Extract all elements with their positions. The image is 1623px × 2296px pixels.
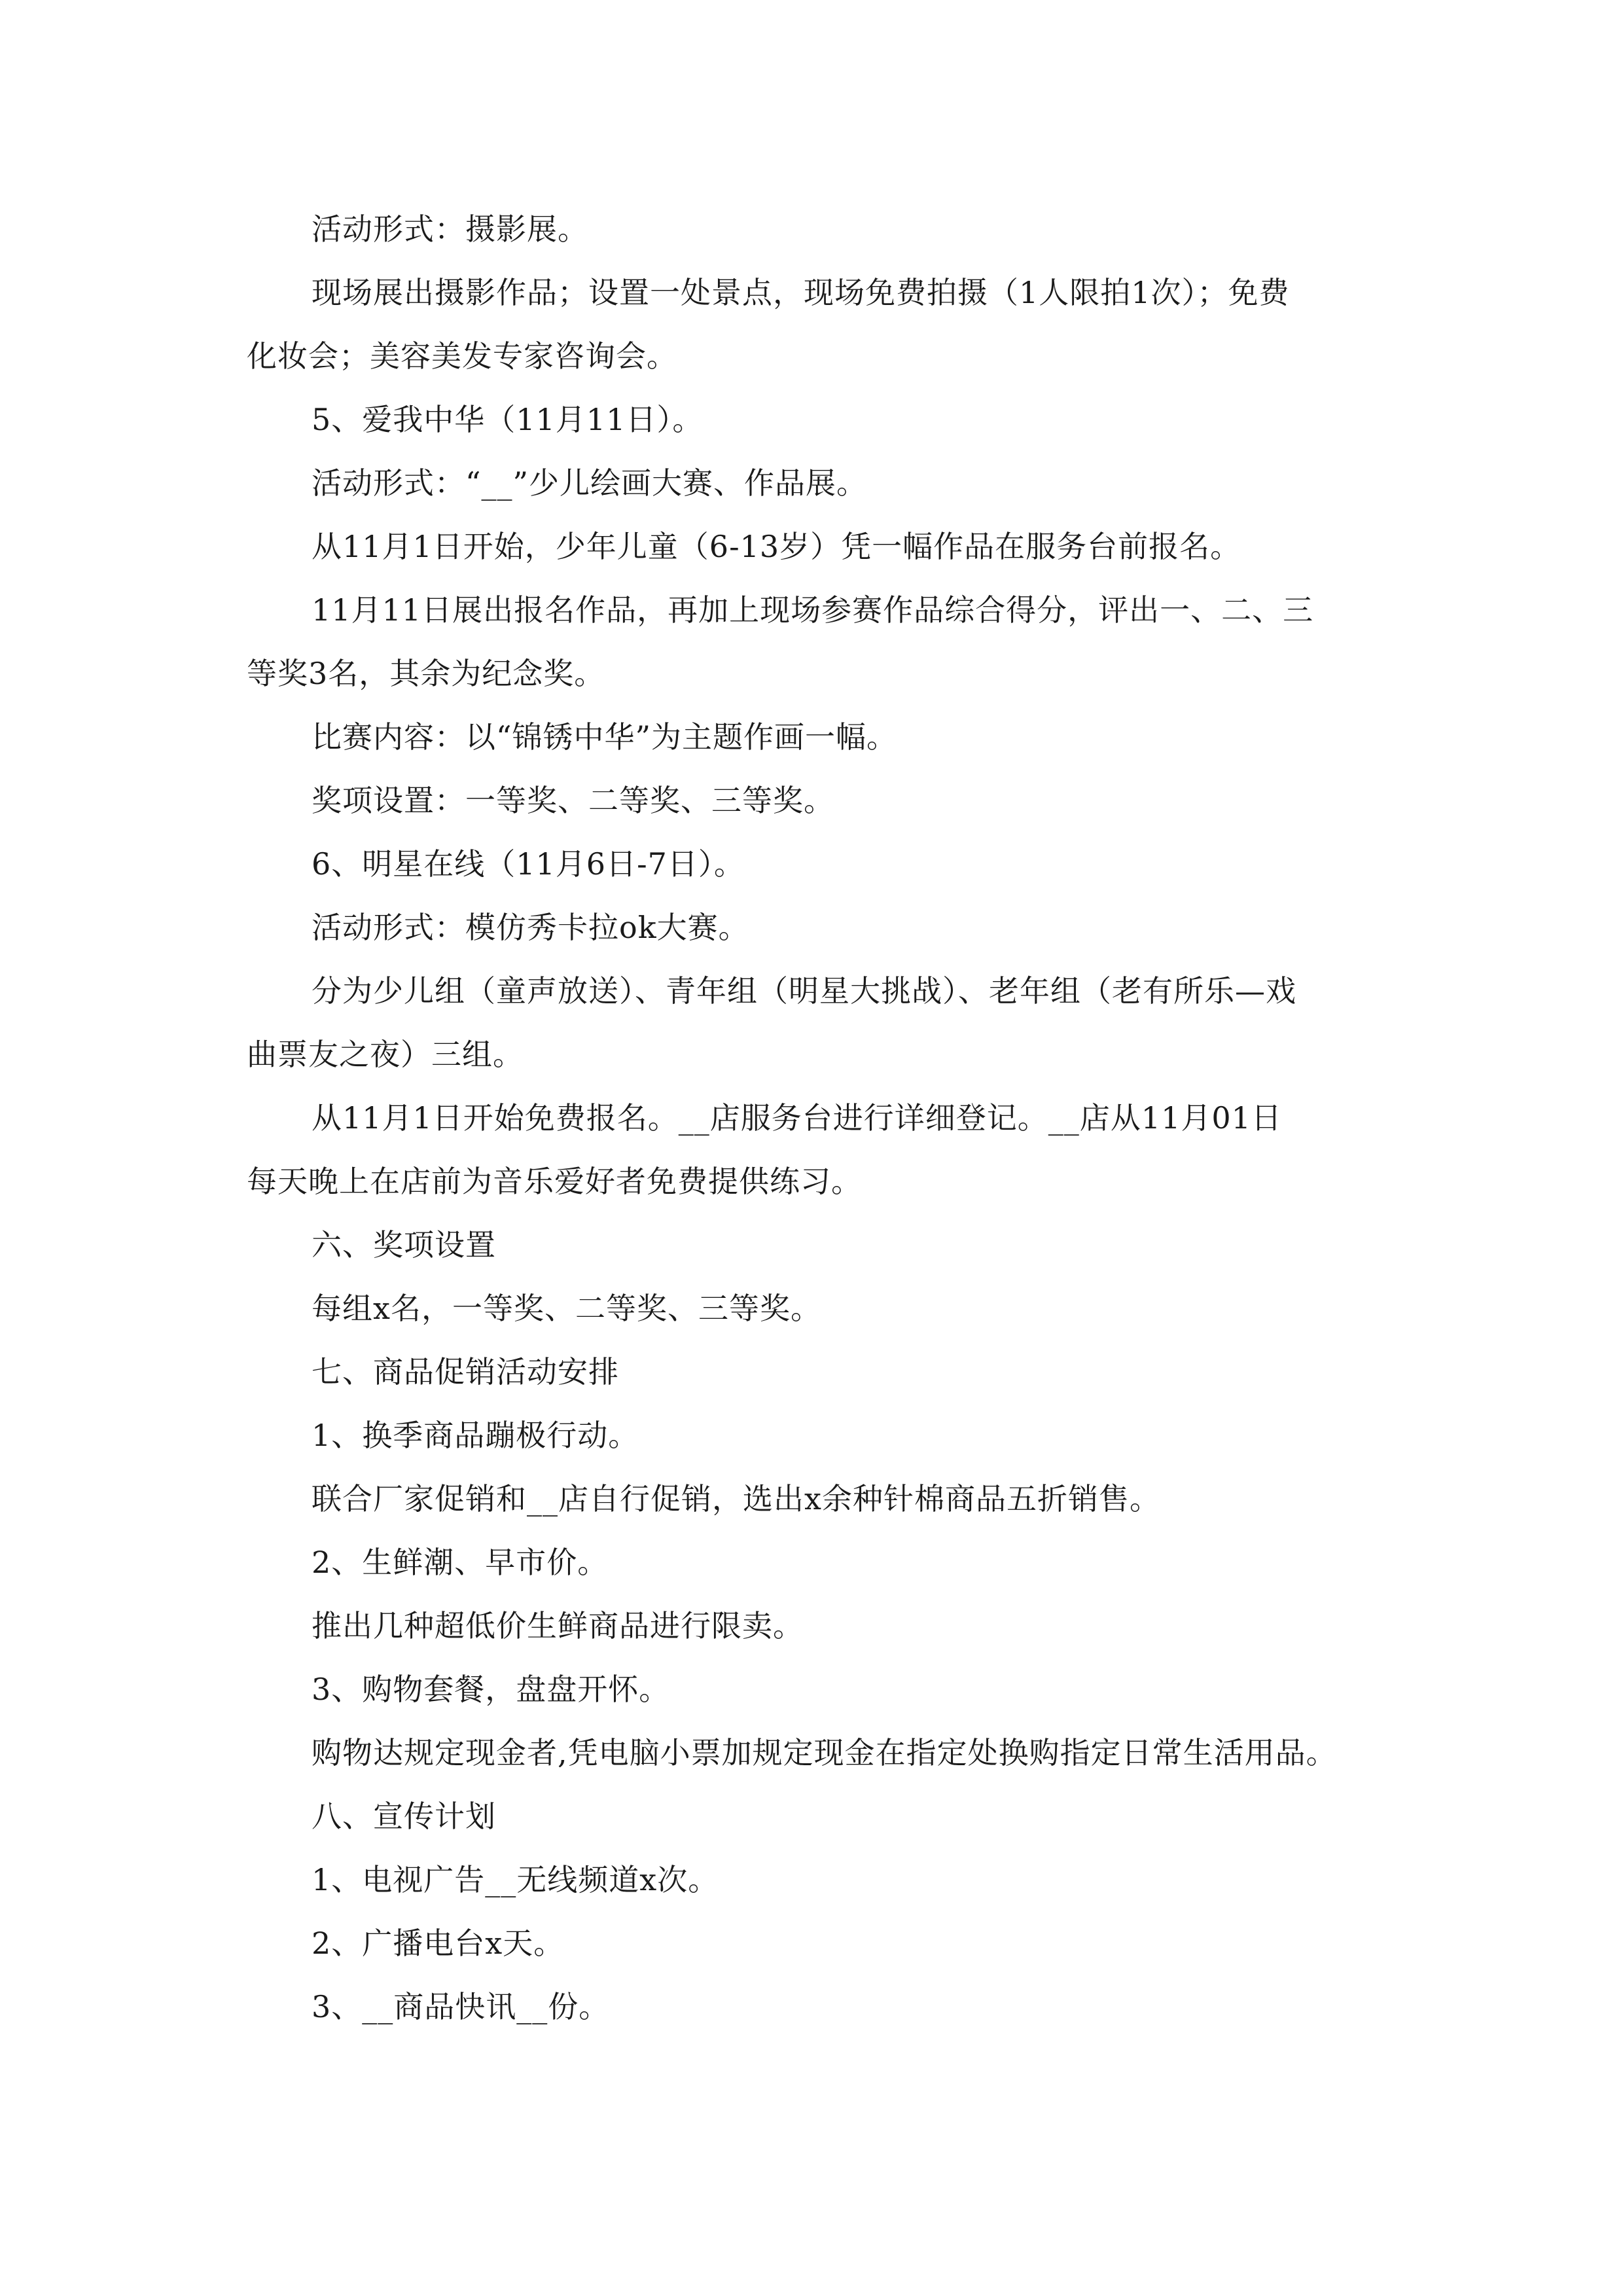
paragraph-line: 现场展出摄影作品；设置一处景点，现场免费拍摄（1人限拍1次）；免费 — [312, 275, 1290, 310]
paragraph-line: 每组x名，一等奖、二等奖、三等奖。 — [312, 1291, 821, 1326]
section-heading: 七、商品促销活动安排 — [312, 1354, 619, 1390]
paragraph-line: 1、电视广告__无线频道x次。 — [312, 1862, 719, 1897]
paragraph-line: 3、购物套餐，盘盘开怀。 — [312, 1672, 670, 1707]
section-heading: 八、宣传计划 — [312, 1799, 496, 1834]
section-heading: 六、奖项设置 — [312, 1227, 496, 1263]
paragraph-line: 从11月1日开始免费报名。__店服务台进行详细登记。__店从11月01日 — [312, 1100, 1282, 1136]
paragraph-line: 11月11日展出报名作品，再加上现场参赛作品综合得分，评出一、二、三 — [312, 592, 1314, 628]
paragraph-line: 6、明星在线（11月6日-7日）。 — [312, 846, 745, 882]
paragraph-line: 1、换季商品蹦极行动。 — [312, 1418, 639, 1453]
paragraph-line: 2、生鲜潮、早市价。 — [312, 1545, 609, 1580]
paragraph-line: 活动形式：摄影展。 — [312, 211, 588, 247]
paragraph-line: 等奖3名，其余为纪念奖。 — [247, 656, 605, 691]
paragraph-line: 分为少儿组（童声放送）、青年组（明星大挑战）、老年组（老有所乐—戏 — [312, 973, 1296, 1009]
paragraph-line: 2、广播电台x天。 — [312, 1926, 565, 1961]
paragraph-line: 比赛内容：以“锦锈中华”为主题作画一幅。 — [312, 719, 898, 755]
paragraph-line: 活动形式：“__”少儿绘画大赛、作品展。 — [312, 465, 868, 501]
paragraph-line: 曲票友之夜）三组。 — [247, 1037, 524, 1072]
paragraph-line: 推出几种超低价生鲜商品进行限卖。 — [312, 1608, 804, 1643]
paragraph-line: 5、爱我中华（11月11日）。 — [312, 402, 704, 437]
paragraph-line: 从11月1日开始，少年儿童（6-13岁）凭一幅作品在服务台前报名。 — [312, 529, 1241, 564]
paragraph-line: 3、__商品快讯__份。 — [312, 1989, 610, 2024]
paragraph-line: 奖项设置：一等奖、二等奖、三等奖。 — [312, 783, 834, 818]
paragraph-line: 购物达规定现金者,凭电脑小票加规定现金在指定处换购指定日常生活用品。 — [312, 1735, 1337, 1770]
paragraph-line: 化妆会；美容美发专家咨询会。 — [247, 338, 677, 374]
paragraph-line: 联合厂家促销和__店自行促销，选出x余种针棉商品五折销售。 — [312, 1481, 1160, 1516]
paragraph-line: 活动形式：模仿秀卡拉ok大赛。 — [312, 910, 749, 945]
paragraph-line: 每天晚上在店前为音乐爱好者免费提供练习。 — [247, 1164, 862, 1199]
